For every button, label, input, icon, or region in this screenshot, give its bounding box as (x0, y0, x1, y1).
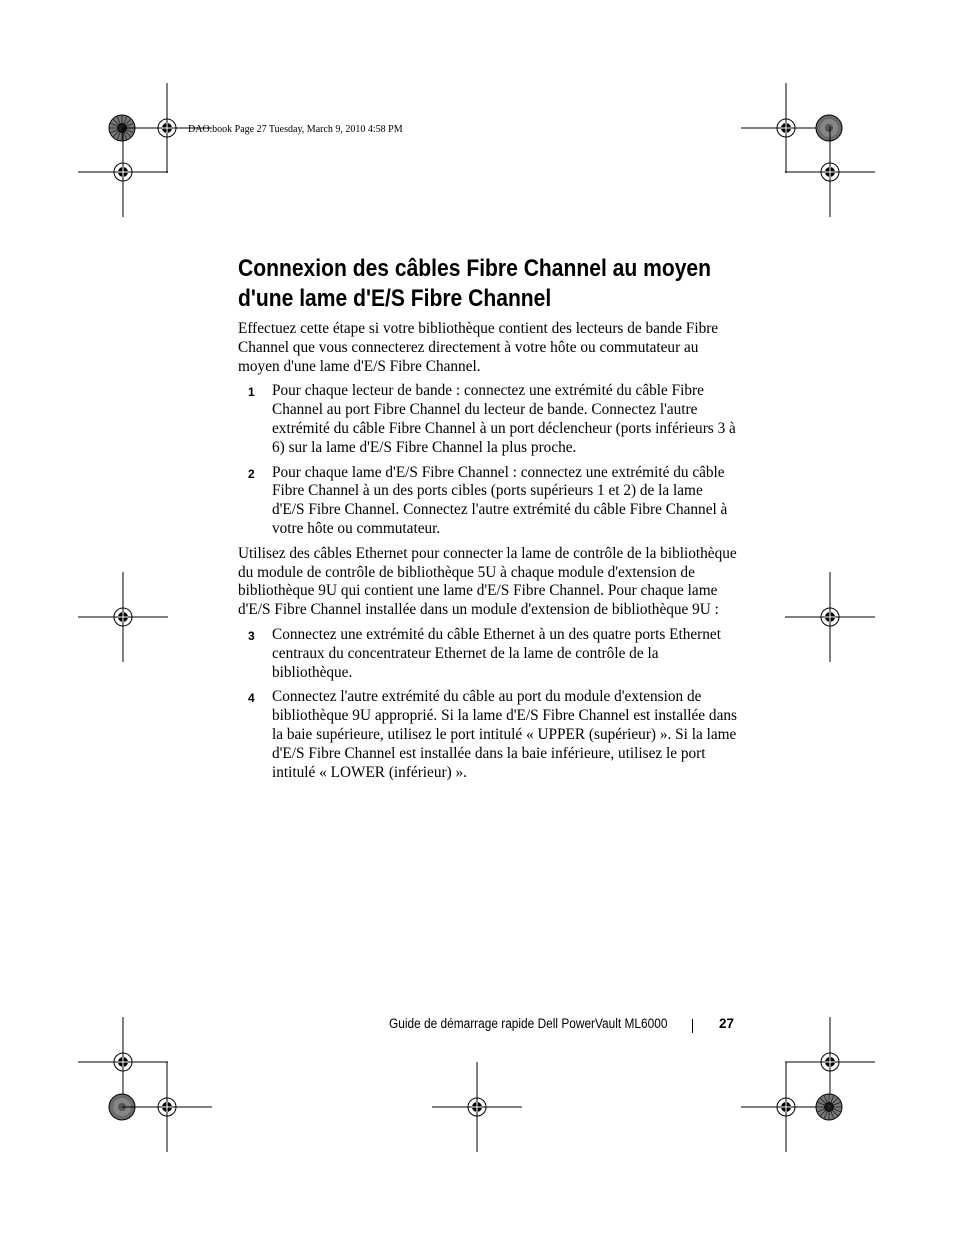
section-title (238, 254, 720, 314)
ethernet-paragraph: Utilisez des câbles Ethernet pour connecter la lame de contrôle de la bibliothèque du module de contrôle de bibliothèque 5U à chaque module d'extension de bibliothèque 9U qui contient une lame d'E/S Fibre Channel. Pour chaque lame d'E/S Fibre Channel installée dans un module d'extension de bibliothèque 9U : (238, 544, 737, 619)
step-number: 1 (248, 385, 255, 400)
crosshair-mark-bottom-center (432, 1062, 522, 1152)
section-title-line-2: d'une lame d'E/S Fibre Channel (238, 285, 552, 312)
footer-guide-title: Guide de démarrage rapide Dell PowerVault ML6000 (388, 1016, 667, 1031)
footer-separator (692, 1019, 693, 1033)
crosshair-mark-side-right-middle (785, 572, 875, 662)
step-number: 2 (248, 466, 255, 481)
print-header-info: DAO.book Page 27 Tuesday, March 9, 2010 4:58 PM (188, 124, 403, 135)
page-footer (0, 1016, 954, 1036)
page-number: 27 (719, 1016, 735, 1031)
crosshair-mark-bottom-left (122, 1062, 212, 1152)
section-body (238, 320, 738, 788)
step-item (238, 688, 738, 782)
step-text: Connectez l'autre extrémité du câble au port du module d'extension de bibliothèque 9U approprié. Si la lame d'E/S Fibre Channel est installée dans la baie supérieure, utilisez le port intitulé « UPPER (supérieur) ». Si la lame d'E/S Fibre Channel est installée dans la baie inférieure, utilisez le port intitulé « LOWER (inférieur) ». (272, 688, 737, 781)
disc-mark-top-right (816, 115, 842, 141)
step-item (238, 626, 738, 682)
step-item (238, 464, 738, 539)
intro-paragraph: Effectuez cette étape si votre bibliothèque contient des lecteurs de bande Fibre Channel que vous connecterez directement à votre hôte ou commutateur au moyen d'une lame d'E/S Fibre Channel. (238, 320, 719, 375)
crosshair-mark-side-right-top (785, 127, 875, 217)
step-text: Pour chaque lame d'E/S Fibre Channel : connectez une extrémité du câble Fibre Channel à un des ports cibles (ports supérieurs 1 et 2) de la lame d'E/S Fibre Channel. Connectez l'autre extrémité du câble Fibre Channel à votre hôte ou commutateur. (272, 463, 728, 537)
crosshair-mark-side-left-middle (78, 572, 168, 662)
section-title-line-1: Connexion des câbles Fibre Channel au moyen (238, 255, 712, 282)
step-number: 4 (248, 691, 255, 706)
crosshair-mark-side-left-top (78, 127, 168, 217)
step-number: 3 (248, 628, 255, 643)
starburst-mark-bottom-right (816, 1094, 842, 1120)
step-item (238, 382, 738, 457)
step-text: Connectez une extrémité du câble Ethernet à un des quatre ports Ethernet centraux du concentrateur Ethernet de la lame de contrôle de la bibliothèque. (272, 625, 721, 681)
step-text: Pour chaque lecteur de bande : connectez une extrémité du câble Fibre Channel au port Fibre Channel du lecteur de bande. Connectez l'autre extrémité du câble Fibre Channel à un port déclencheur (ports inférieurs 3 à 6) sur la lame d'E/S Fibre Channel la plus proche. (272, 382, 736, 456)
